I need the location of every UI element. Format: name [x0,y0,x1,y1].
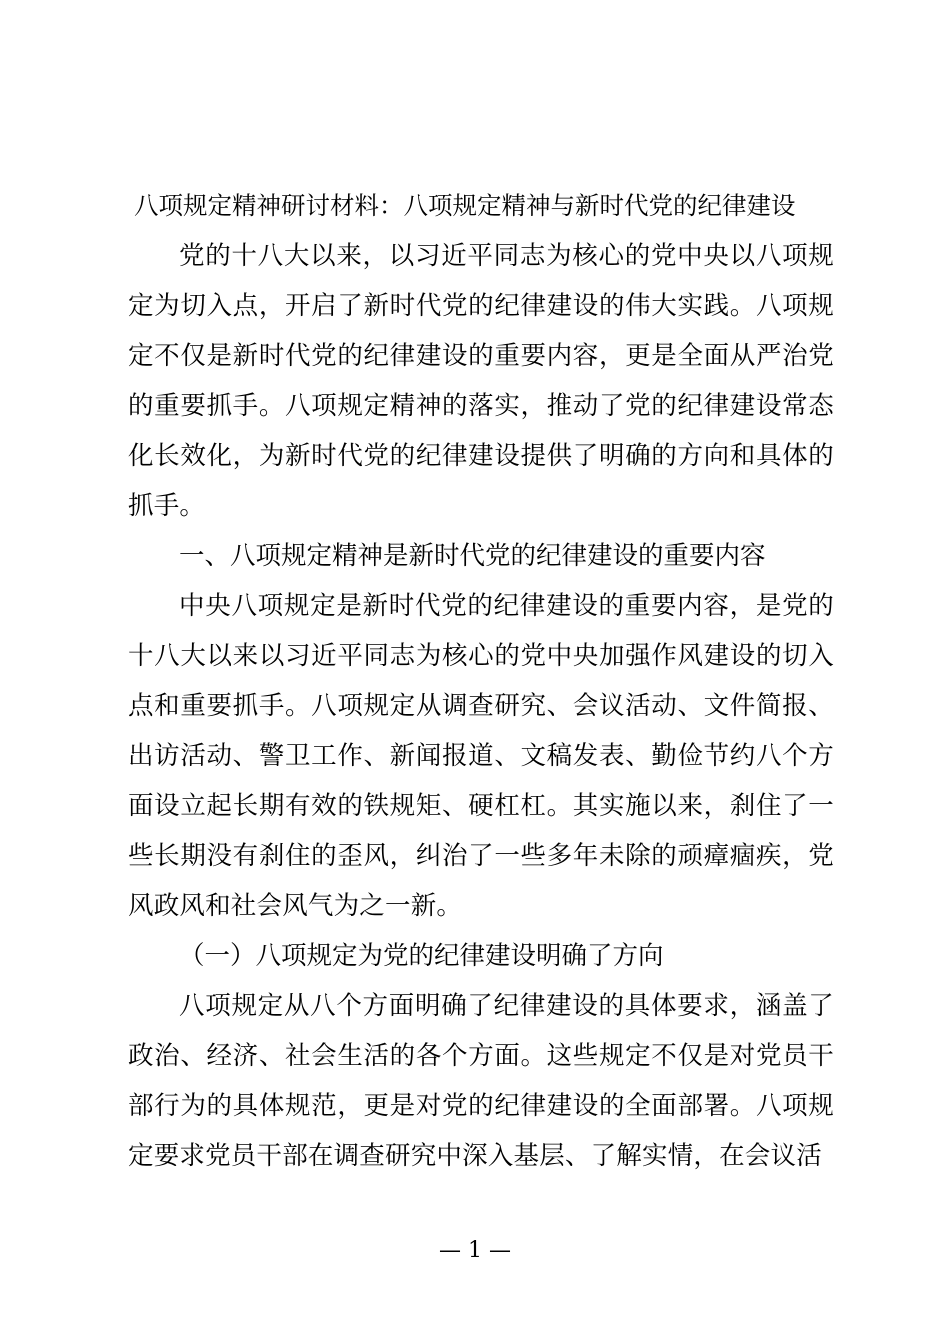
paragraph-section-1: 中央八项规定是新时代党的纪律建设的重要内容，是党的十八大以来以习近平同志为核心的党中央加强作风建设的切入点和重要抓手。八项规定从调查研究、会议活动、文件简报、出访活动、警卫工作、新闻报道、文稿发表、勤俭节约八个方面设立起长期有效的铁规矩、硬杠杠。其实施以来，刹住了一些长期没有刹住的歪风，纠治了一些多年未除的顽瘴痼疾，党风政风和社会风气为之一新。 [128,591,834,921]
paragraph-subsection-1: 八项规定从八个方面明确了纪律建设的具体要求，涵盖了政治、经济、社会生活的各个方面。这些规定不仅是对党员干部行为的具体规范，更是对党的纪律建设的全面部署。八项规定要求党员干部在调查研究中深入基层、了解实情，在会议活 [128,991,834,1171]
section-heading-1: 一、八项规定精神是新时代党的纪律建设的重要内容 [179,541,766,571]
document-title: 八项规定精神研讨材料：八项规定精神与新时代党的纪律建设 [134,191,796,220]
subsection-heading-1: （一）八项规定为党的纪律建设明确了方向 [179,941,664,971]
page-number: — 1 — [439,1238,511,1263]
paragraph-intro: 党的十八大以来，以习近平同志为核心的党中央以八项规定为切入点，开启了新时代党的纪律建设的伟大实践。八项规定不仅是新时代党的纪律建设的重要内容，更是全面从严治党的重要抓手。八项规定精神的落实，推动了党的纪律建设常态化长效化，为新时代党的纪律建设提供了明确的方向和具体的抓手。 [128,241,834,521]
document-body [128,231,834,1181]
